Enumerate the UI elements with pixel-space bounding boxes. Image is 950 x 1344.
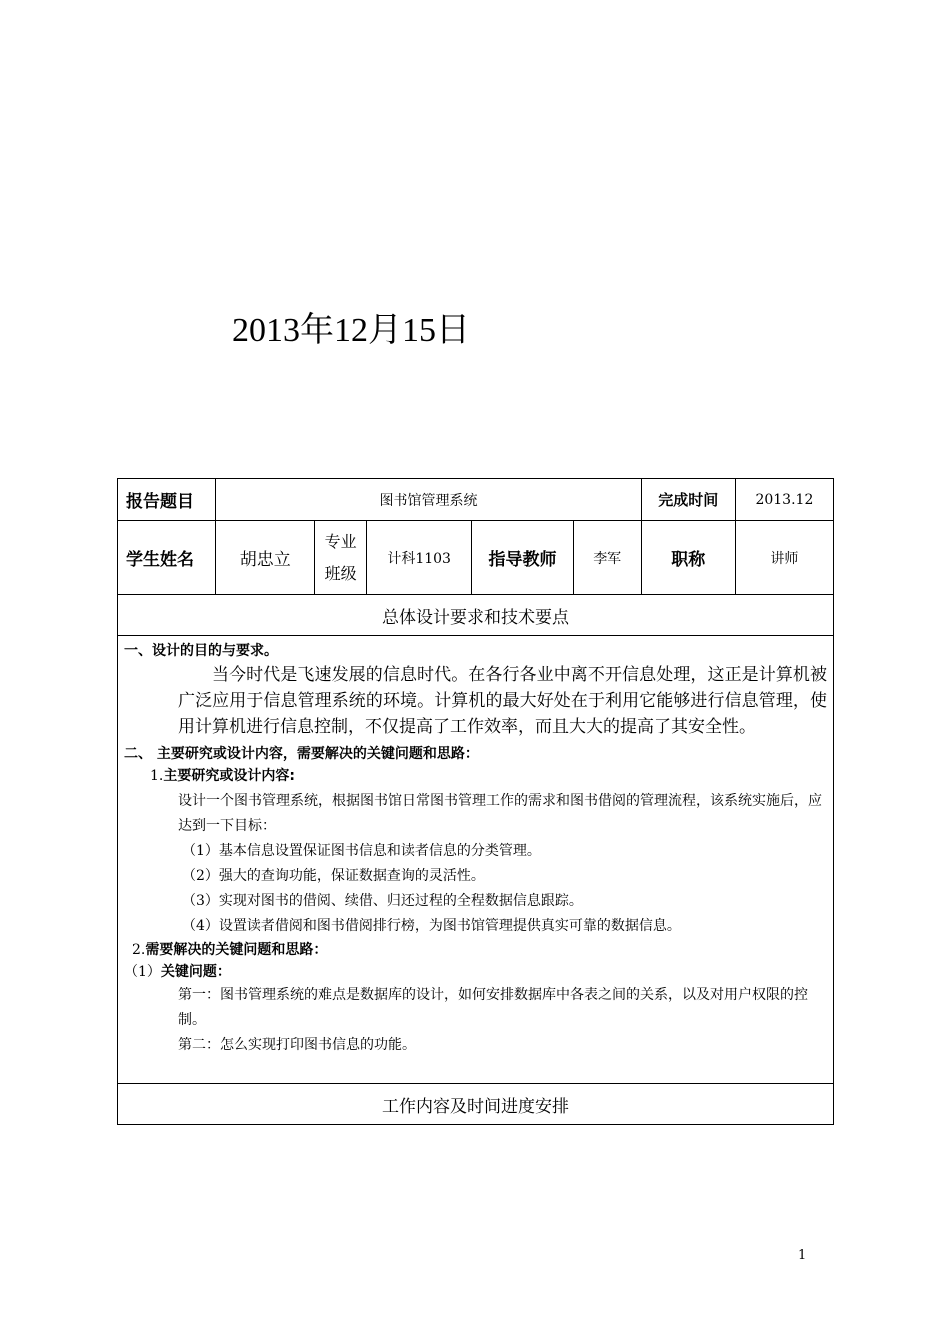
report-form-table: [117, 478, 834, 1125]
report-title: 图书馆管理系统: [216, 479, 642, 521]
section-design-requirements: 总体设计要求和技术要点: [118, 595, 834, 636]
heading-key-problem: [124, 961, 827, 983]
label-finish-time: 完成时间: [641, 479, 735, 521]
heading-research: 二、 主要研究或设计内容，需要解决的关键问题和思路：: [124, 746, 479, 762]
heading-key-issues: [132, 939, 827, 961]
paragraph-purpose-text: 当今时代是飞速发展的信息时代。在各行各业中离不开信息处理，这正是计算机被广泛应用于信息管理系统的环境。计算机的最大好处在于利用它能够进行信息管理，使用计算机进行信息控制，不仅提高了工作效率，而且大大的提高了其安全性。: [178, 665, 827, 737]
goal-item: （2）强大的查询功能，保证数据查询的灵活性。: [182, 868, 485, 884]
finish-time: 2013.12: [735, 479, 833, 521]
heading-key-problem-num: （1）: [124, 964, 161, 980]
label-student-name: 学生姓名: [118, 521, 216, 595]
label-major: 专业: [324, 531, 357, 551]
row-title: [118, 479, 834, 521]
goal-item: （4）设置读者借阅和图书借阅排行榜，为图书馆管理提供真实可靠的数据信息。: [182, 918, 681, 934]
content-cell: [118, 636, 834, 1084]
label-title-rank: 职称: [641, 521, 735, 595]
heading-key-problem-text: 关键问题：: [160, 964, 231, 980]
heading-key-issues-num: 2.: [132, 942, 146, 958]
paragraph-issue-one: 第一：图书管理系统的难点是数据库的设计，如何安排数据库中各表之间的关系，以及对用户权限的控制。: [178, 987, 808, 1028]
label-class: 班级: [324, 563, 357, 583]
teacher-name: 李军: [573, 521, 641, 595]
paragraph-purpose: [178, 662, 827, 740]
goal-list: [182, 839, 827, 939]
heading-key-issues-text: 需要解决的关键问题和思路：: [145, 942, 328, 958]
report-date: 2013年12月15日: [232, 312, 470, 349]
title-rank: 讲师: [735, 521, 833, 595]
major-class: 计科1103: [366, 521, 471, 595]
goal-item: （1）基本信息设置保证图书信息和读者信息的分类管理。: [182, 843, 541, 859]
goal-item: （3）实现对图书的借阅、续借、归还过程的全程数据信息跟踪。: [182, 893, 583, 909]
section-work-schedule: 工作内容及时间进度安排: [118, 1084, 834, 1125]
paragraph-system-design: 设计一个图书管理系统，根据图书馆日常图书管理工作的需求和图书借阅的管理流程，该系统实施后，应达到一下目标：: [178, 793, 822, 834]
row-content: [118, 636, 834, 1084]
heading-research-content: [150, 765, 827, 787]
student-name: 胡忠立: [216, 521, 315, 595]
label-report-title: 报告题目: [118, 479, 216, 521]
heading-research-content-num: 1.: [150, 768, 164, 784]
row-section2-head: [118, 1084, 834, 1125]
label-major-class: [315, 521, 367, 595]
row-section1-head: [118, 595, 834, 636]
heading-purpose: 一、设计的目的与要求。: [124, 643, 278, 659]
row-student: [118, 521, 834, 595]
heading-research-content-text: 主要研究或设计内容:: [163, 768, 295, 784]
page-number: 1: [798, 1248, 807, 1263]
label-teacher: 指导教师: [472, 521, 573, 595]
paragraph-issue-two: 第二：怎么实现打印图书信息的功能。: [178, 1037, 416, 1053]
